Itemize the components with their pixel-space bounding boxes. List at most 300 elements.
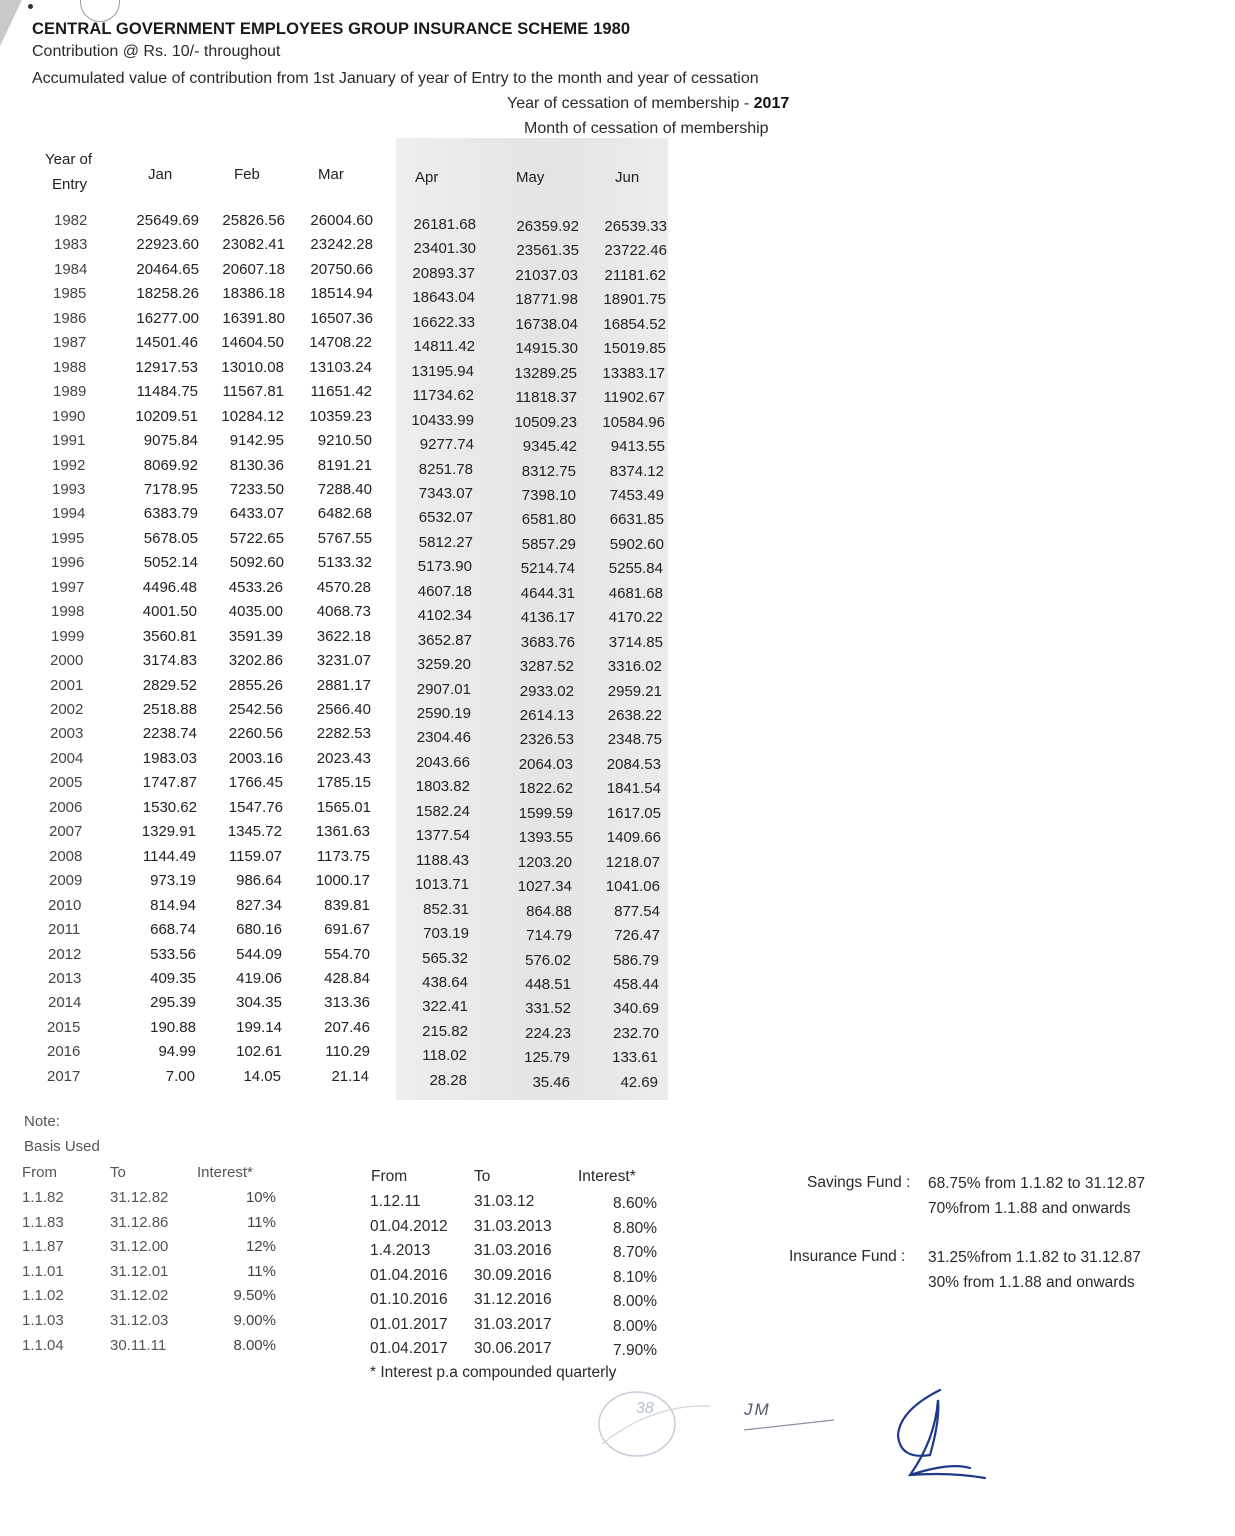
value-cell-jun: 3316.02 [607,658,662,676]
value-cell-jan: 973.19 [150,872,196,890]
basis-interest-cell: 12% [245,1238,276,1256]
initials-text: JM [744,1400,771,1419]
value-cell-mar: 3231.07 [316,652,371,670]
value-cell-may: 18771.98 [515,291,578,309]
value-cell-apr: 23401.30 [413,240,476,258]
entry-year-cell: 2000 [50,652,84,670]
value-cell-jun: 18901.75 [603,291,666,309]
value-cell-apr: 852.31 [423,900,469,918]
value-cell-feb: 680.16 [236,921,282,939]
value-cell-feb: 14604.50 [221,334,284,352]
value-cell-may: 9345.42 [522,438,577,456]
value-cell-feb: 13010.08 [221,358,284,376]
column-header-mar: Mar [318,166,344,183]
current-header-0: From [371,1168,408,1185]
value-cell-jun: 2084.53 [606,755,661,773]
value-cell-feb: 199.14 [236,1018,282,1036]
entry-year-cell: 1984 [54,260,88,278]
value-cell-mar: 1785.15 [316,774,371,792]
value-cell-jun: 15019.85 [603,340,666,358]
contribution-line: Contribution @ Rs. 10/- throughout [32,43,281,60]
value-cell-may: 10509.23 [514,413,577,431]
column-header-jan: Jan [148,166,173,183]
value-cell-feb: 1345.72 [227,823,282,841]
value-cell-feb: 7233.50 [229,480,284,498]
value-cell-jan: 7.00 [165,1067,195,1085]
value-cell-jan: 3174.83 [142,652,197,670]
entry-year-cell: 1989 [53,383,87,401]
value-cell-jun: 4170.22 [608,609,663,627]
value-cell-jun: 586.79 [613,951,659,969]
value-cell-may: 8312.75 [521,462,576,480]
current-to-cell: 30.06.2017 [474,1340,552,1357]
document-title: CENTRAL GOVERNMENT EMPLOYEES GROUP INSURANCE SCHEME 1980 [32,20,631,38]
current-from-cell: 1.4.2013 [370,1242,431,1259]
insurance-fund-line1: 31.25%from 1.1.82 to 31.12.87 [928,1249,1141,1266]
entry-year-cell: 1993 [52,480,86,498]
value-cell-apr: 3259.20 [416,656,471,674]
basis-from-cell: 1.1.82 [22,1189,64,1206]
current-interest-cell: 8.80% [613,1219,657,1237]
value-cell-jan: 16277.00 [136,309,199,327]
value-cell-feb: 3202.86 [228,652,283,670]
entry-year-cell: 2002 [50,701,84,718]
value-cell-feb: 6433.07 [229,505,284,523]
value-cell-jun: 26539.33 [604,218,667,235]
entry-year-cell: 2007 [49,823,83,841]
value-cell-may: 21037.03 [515,266,578,284]
value-cell-jan: 2238.74 [142,725,197,743]
value-cell-mar: 4068.73 [316,603,371,621]
value-cell-mar: 5133.32 [317,554,372,572]
value-cell-apr: 1803.82 [415,778,470,796]
value-cell-apr: 2907.01 [416,680,471,698]
basis-from-cell: 1.1.03 [22,1312,64,1329]
value-cell-may: 4136.17 [520,609,575,627]
entry-year-cell: 2011 [48,921,81,939]
value-cell-jan: 814.94 [150,896,196,914]
note-label: Note: [24,1113,60,1130]
value-cell-mar: 10359.23 [309,407,372,425]
value-cell-apr: 7343.07 [418,484,473,502]
current-interest-cell: 8.10% [613,1268,657,1286]
current-from-cell: 01.01.2017 [370,1315,448,1333]
value-cell-apr: 1013.71 [414,876,469,894]
value-cell-jan: 14501.46 [135,334,198,352]
value-cell-may: 26359.92 [516,218,579,235]
value-cell-apr: 8251.78 [418,460,473,478]
value-cell-feb: 5092.60 [229,554,284,572]
basis-header-1: To [110,1164,126,1181]
value-cell-may: 16738.04 [515,315,578,333]
value-cell-jun: 1218.07 [605,853,660,871]
value-cell-jan: 190.88 [150,1018,196,1036]
entry-year-cell: 2016 [47,1043,81,1061]
value-cell-jan: 1329.91 [141,823,196,841]
value-cell-feb: 986.64 [236,872,282,890]
basis-to-cell: 31.12.82 [110,1189,169,1206]
savings-fund-line1: 68.75% from 1.1.82 to 31.12.87 [928,1175,1146,1192]
value-cell-jun: 23722.46 [604,242,667,260]
entry-year-cell: 2005 [49,774,83,792]
value-cell-jan: 9075.84 [143,432,198,450]
value-cell-jan: 6383.79 [143,505,198,523]
value-cell-apr: 16622.33 [412,313,475,331]
value-cell-jan: 10209.51 [135,407,198,425]
year-of-cessation-value: 2017 [753,95,790,112]
entry-year-cell: 1995 [51,529,85,547]
value-cell-jun: 232.70 [613,1024,659,1042]
value-cell-jun: 1409.66 [606,829,661,847]
value-cell-jun: 133.61 [612,1049,658,1067]
value-cell-may: 7398.10 [521,486,576,504]
value-cell-jan: 4496.48 [142,578,197,596]
basis-to-cell: 31.12.01 [110,1262,169,1280]
insurance-fund-label: Insurance Fund : [789,1248,906,1265]
current-interest-cell: 8.00% [613,1293,657,1310]
value-cell-may: 11818.37 [515,389,577,407]
value-cell-mar: 5767.55 [317,529,372,547]
value-cell-apr: 28.28 [429,1071,467,1089]
basis-interest-cell: 10% [245,1189,276,1206]
value-cell-jun: 9413.55 [610,438,665,456]
value-cell-feb: 5722.65 [229,529,284,547]
value-cell-may: 1599.59 [518,804,573,822]
value-cell-may: 1393.55 [518,829,573,847]
value-cell-apr: 14811.42 [413,338,475,356]
current-interest-cell: 8.00% [613,1317,657,1335]
value-cell-feb: 16391.80 [222,309,285,327]
value-cell-apr: 2304.46 [416,729,471,747]
year-of-cessation-label: Year of cessation of membership - [507,95,750,112]
value-cell-may: 2933.02 [519,682,574,700]
value-cell-feb: 14.05 [243,1067,281,1085]
basis-to-cell: 31.12.02 [110,1287,169,1305]
value-cell-may: 1822.62 [518,780,573,798]
value-cell-jun: 2348.75 [607,731,662,749]
basis-to-cell: 31.12.86 [110,1213,169,1231]
value-cell-feb: 2260.56 [228,725,283,743]
basis-to-cell: 31.12.03 [110,1312,169,1329]
entry-year-cell: 2003 [50,725,84,743]
current-header-1: To [474,1168,491,1185]
value-cell-may: 331.52 [525,1000,571,1018]
entry-year-cell: 1998 [51,603,85,621]
value-cell-feb: 2542.56 [228,701,283,718]
value-cell-mar: 1173.75 [316,847,370,865]
value-cell-jan: 94.99 [158,1043,196,1061]
value-cell-jun: 21181.62 [604,266,666,284]
scan-circle-mark [80,0,120,22]
value-cell-apr: 4102.34 [417,607,472,625]
basis-interest-cell: 9.00% [233,1312,276,1329]
value-cell-feb: 419.06 [236,969,282,987]
value-cell-may: 2326.53 [519,731,574,749]
current-interest-cell: 7.90% [613,1342,657,1359]
value-cell-feb: 1159.07 [228,847,282,865]
value-cell-apr: 3652.87 [417,631,472,649]
value-cell-mar: 8191.21 [317,456,372,474]
value-cell-jun: 4681.68 [608,584,663,602]
value-cell-mar: 3622.18 [316,627,371,645]
value-cell-may: 576.02 [525,951,571,969]
value-cell-feb: 2003.16 [228,749,283,767]
value-cell-jun: 13383.17 [602,364,665,382]
value-cell-apr: 5173.90 [417,558,472,576]
value-cell-jun: 340.69 [613,1000,659,1018]
current-interest-cell: 8.60% [613,1195,657,1212]
value-cell-jun: 5902.60 [609,535,664,553]
value-cell-jun: 5255.84 [608,560,663,578]
value-cell-apr: 703.19 [423,925,469,943]
value-cell-mar: 554.70 [324,945,370,963]
value-cell-mar: 207.46 [324,1018,370,1036]
value-cell-mar: 1565.01 [316,798,371,816]
value-cell-jun: 2959.21 [607,682,662,700]
value-cell-feb: 827.34 [236,896,282,914]
value-cell-apr: 565.32 [422,949,468,967]
value-cell-apr: 322.41 [422,998,468,1016]
value-cell-mar: 26004.60 [310,212,373,229]
value-cell-feb: 4533.26 [228,578,283,596]
accumulated-line: Accumulated value of contribution from 1st January of year of Entry to the month and year of cessation [32,70,759,87]
value-cell-mar: 7288.40 [317,480,372,498]
value-cell-jun: 16854.52 [603,315,666,333]
scan-dot [28,4,33,9]
value-cell-feb: 102.61 [236,1043,282,1061]
month-of-cessation-label: Month of cessation of membership [524,120,769,137]
signature-mark [880,1380,1000,1500]
entry-year-cell: 2017 [47,1067,81,1085]
basis-header-0: From [22,1164,57,1181]
current-from-cell: 01.04.2012 [370,1217,448,1235]
entry-year-cell: 2015 [47,1018,81,1036]
value-cell-may: 2614.13 [519,707,574,724]
value-cell-jun: 8374.12 [609,462,664,480]
value-cell-may: 14915.30 [515,340,578,358]
current-from-cell: 01.04.2016 [370,1266,448,1284]
value-cell-mar: 9210.50 [317,432,372,450]
interest-footnote: * Interest p.a compounded quarterly [370,1364,617,1381]
entry-year-cell: 1996 [51,554,85,572]
value-cell-apr: 5812.27 [418,533,473,551]
current-to-cell: 31.03.2017 [474,1315,552,1333]
value-cell-jan: 1530.62 [142,798,197,816]
value-cell-apr: 2590.19 [416,705,471,722]
value-cell-feb: 11567.81 [222,383,284,401]
value-cell-may: 3683.76 [520,633,575,651]
value-cell-jun: 1617.05 [606,804,661,822]
entry-year-cell: 2008 [49,847,83,865]
entry-year-cell: 1992 [52,456,86,474]
year-header-line1: Year of [45,151,92,168]
value-cell-apr: 11734.62 [412,387,474,405]
value-cell-jan: 1144.49 [142,847,196,865]
basis-interest-cell: 9.50% [233,1287,276,1305]
entry-year-cell: 2010 [48,896,82,914]
year-of-cessation [507,95,789,113]
current-header-2: Interest* [578,1168,636,1185]
value-cell-jun: 11902.67 [603,389,665,407]
value-cell-mar: 313.36 [324,994,370,1012]
value-cell-apr: 118.02 [422,1047,467,1065]
basis-from-cell: 1.1.02 [22,1287,64,1305]
value-cell-may: 2064.03 [518,755,573,773]
entry-year-cell: 1988 [53,358,87,376]
value-cell-mar: 4570.28 [316,578,371,596]
value-cell-may: 5214.74 [520,560,575,578]
value-cell-jan: 25649.69 [136,212,199,229]
value-cell-feb: 9142.95 [229,432,284,450]
value-cell-apr: 4607.18 [417,582,472,600]
value-cell-jan: 7178.95 [143,480,198,498]
value-cell-jan: 4001.50 [142,603,197,621]
value-cell-may: 1203.20 [517,853,572,871]
basis-from-cell: 1.1.83 [22,1213,64,1231]
value-cell-apr: 9277.74 [419,436,474,454]
current-to-cell: 30.09.2016 [474,1266,552,1284]
scan-corner-mark [0,0,22,46]
entry-year-cell: 2004 [50,749,84,767]
value-cell-jan: 2829.52 [142,676,197,694]
value-cell-jan: 18258.26 [136,285,199,303]
value-cell-jun: 1041.06 [605,878,660,896]
value-cell-jan: 11484.75 [136,383,198,401]
value-cell-mar: 16507.36 [310,309,373,327]
value-cell-feb: 23082.41 [222,236,285,254]
value-cell-mar: 18514.94 [310,285,373,303]
entry-year-cell: 1986 [53,309,87,327]
column-header-feb: Feb [234,166,260,183]
value-cell-jun: 3714.85 [608,633,663,651]
entry-year-cell: 1983 [54,236,88,254]
value-cell-apr: 18643.04 [412,289,475,307]
value-cell-jun: 2638.22 [607,707,662,724]
value-cell-feb: 544.09 [236,945,282,963]
value-cell-feb: 10284.12 [221,407,284,425]
value-cell-mar: 2881.17 [316,676,371,694]
value-cell-feb: 1547.76 [228,798,283,816]
current-from-cell: 01.10.2016 [370,1291,448,1308]
value-cell-jan: 409.35 [150,969,196,987]
entry-year-cell: 2012 [48,945,82,963]
value-cell-may: 6581.80 [521,511,576,529]
value-cell-jan: 668.74 [150,921,196,939]
basis-from-cell: 1.1.01 [22,1262,64,1280]
value-cell-may: 864.88 [526,902,572,920]
value-cell-feb: 20607.18 [222,260,285,278]
value-cell-may: 35.46 [532,1073,570,1091]
value-cell-jun: 726.47 [614,927,660,945]
value-cell-mar: 6482.68 [317,505,372,523]
value-cell-mar: 2023.43 [316,749,371,767]
value-cell-mar: 23242.28 [310,236,373,254]
value-cell-jan: 533.56 [150,945,196,963]
value-cell-apr: 215.82 [422,1022,468,1040]
value-cell-may: 448.51 [525,975,571,993]
entry-year-cell: 1987 [53,334,87,352]
value-cell-mar: 14708.22 [309,334,372,352]
entry-year-cell: 1982 [54,212,88,229]
value-cell-may: 714.79 [526,927,572,945]
value-cell-apr: 2043.66 [415,753,470,771]
entry-year-cell: 2001 [50,676,84,694]
value-cell-jun: 42.69 [620,1073,658,1091]
entry-year-cell: 2013 [48,969,82,987]
value-cell-jun: 7453.49 [609,486,664,504]
value-cell-apr: 13195.94 [411,362,474,380]
column-header-jun: Jun [615,169,640,186]
value-cell-mar: 21.14 [331,1067,369,1085]
value-cell-jan: 5678.05 [143,529,198,547]
entry-year-cell: 1985 [53,285,87,303]
value-cell-jan: 12917.53 [135,358,198,376]
basis-to-cell: 31.12.00 [110,1238,169,1256]
insurance-fund-line2: 30% from 1.1.88 and onwards [928,1274,1135,1291]
entry-year-cell: 2006 [49,798,83,816]
value-cell-may: 5857.29 [521,535,576,553]
current-to-cell: 31.12.2016 [474,1291,552,1308]
entry-year-cell: 1999 [51,627,85,645]
current-interest-cell: 8.70% [613,1244,657,1261]
value-cell-feb: 3591.39 [228,627,283,645]
value-cell-may: 1027.34 [517,878,572,896]
value-cell-feb: 25826.56 [222,212,285,229]
value-cell-may: 13289.25 [514,364,577,382]
value-cell-jan: 8069.92 [143,456,198,474]
stamp-text: 38 [636,1400,654,1417]
value-cell-mar: 11651.42 [310,383,372,401]
value-cell-jan: 3560.81 [142,627,197,645]
value-cell-jun: 6631.85 [609,511,664,529]
value-cell-mar: 13103.24 [309,358,372,376]
value-cell-feb: 8130.36 [229,456,284,474]
value-cell-feb: 2855.26 [228,676,283,694]
value-cell-jan: 5052.14 [143,554,198,572]
value-cell-feb: 4035.00 [228,603,283,621]
basis-interest-cell: 11% [247,1213,276,1231]
value-cell-mar: 691.67 [324,921,370,939]
value-cell-jan: 1983.03 [142,749,197,767]
current-to-cell: 31.03.2016 [474,1242,552,1259]
basis-label: Basis Used [24,1138,100,1155]
value-cell-may: 4644.31 [520,584,575,602]
value-cell-apr: 20893.37 [412,264,475,282]
value-cell-mar: 110.29 [325,1043,370,1061]
year-header-line2: Entry [52,176,88,193]
value-cell-jan: 2518.88 [142,701,197,718]
entry-year-cell: 1997 [51,578,85,596]
value-cell-jun: 458.44 [613,975,659,993]
value-cell-feb: 1766.45 [228,774,283,792]
value-cell-may: 23561.35 [516,242,579,260]
value-cell-jan: 295.39 [150,994,196,1012]
column-header-may: May [516,169,545,186]
entry-year-cell: 2014 [48,994,82,1012]
value-cell-jun: 10584.96 [602,413,665,431]
value-cell-apr: 1582.24 [415,802,470,820]
value-cell-mar: 20750.66 [310,260,373,278]
value-cell-may: 125.79 [524,1049,570,1067]
entry-year-cell: 1991 [52,432,86,450]
entry-year-cell: 1990 [52,407,86,425]
value-cell-feb: 304.35 [236,994,282,1012]
value-cell-apr: 6532.07 [418,509,473,527]
value-cell-mar: 839.81 [324,896,370,914]
value-cell-apr: 26181.68 [413,216,476,233]
value-cell-mar: 2566.40 [316,701,371,718]
savings-fund-label: Savings Fund : [807,1174,911,1191]
